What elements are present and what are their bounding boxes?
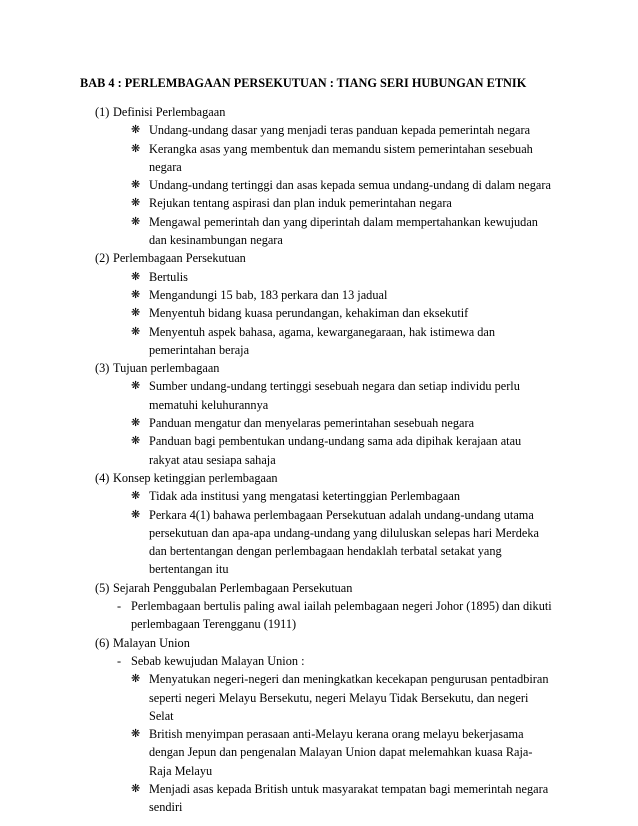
section-title: Sejarah Penggubalan Perlembagaan Persekutuan xyxy=(113,580,353,595)
bullet-item xyxy=(0,487,562,505)
section-title: Tujuan perlembagaan xyxy=(113,361,220,376)
bullet-flower-icon: ❋ xyxy=(131,287,141,301)
text-line: Rejukan tentang aspirasi dan plan induk pemerintahan negara xyxy=(149,196,452,211)
bullet-flower-icon: ❋ xyxy=(131,434,141,448)
bullet-item xyxy=(0,780,562,817)
bullet-item xyxy=(0,323,562,360)
bullet-item xyxy=(0,194,562,212)
bullet-item xyxy=(0,213,562,250)
bullet-flower-icon: ❋ xyxy=(131,178,141,192)
bullet-flower-icon: ❋ xyxy=(131,306,141,320)
section-number: (6) xyxy=(95,635,110,650)
bullet-item xyxy=(0,432,562,469)
text-line: Sumber undang-undang tertinggi sesebuah negara dan setiap individu perlu xyxy=(149,379,520,394)
section-number: (1) xyxy=(95,105,110,119)
text-line: mematuhi keluhurannya xyxy=(149,397,269,412)
text-line: Panduan mengatur dan menyelaras pemerintahan sesebuah negara xyxy=(149,416,475,431)
text-line: perlembagaan Terengganu (1911) xyxy=(131,617,297,632)
bullet-flower-icon: ❋ xyxy=(131,324,141,338)
dash-marker: - xyxy=(117,653,122,668)
text-line: Tidak ada institusi yang mengatasi ketertinggian Perlembagaan xyxy=(149,489,460,504)
bullet-item xyxy=(0,506,562,579)
section-heading xyxy=(0,634,638,652)
document-title: BAB 4 : PERLEMBAGAAN PERSEKUTUAN : TIANG SERI HUBUNGAN ETNIK xyxy=(80,76,527,90)
text-line: dengan Jepun dan pengenalan Malayan Union dapat melemahkan kuasa Raja- xyxy=(149,745,533,760)
text-line: seperti negeri Melayu Bersekutu, negeri Melayu Tidak Bersekutu, dan negeri xyxy=(149,690,529,705)
section-title: Definisi Perlembagaan xyxy=(113,105,226,119)
text-line: Perlembagaan bertulis paling awal iailah pelembagaan negeri Johor (1895) dan dikuti xyxy=(131,599,552,614)
bullet-item xyxy=(0,286,562,304)
bullet-flower-icon: ❋ xyxy=(131,141,141,155)
section-number: (3) xyxy=(95,361,110,376)
bullet-flower-icon: ❋ xyxy=(131,507,141,521)
text-line: Undang-undang dasar yang menjadi teras panduan kepada pemerintah negara xyxy=(149,123,531,138)
text-line: pemerintahan beraja xyxy=(149,342,250,357)
bullet-item xyxy=(0,176,562,194)
bullet-item xyxy=(0,414,562,432)
bullet-flower-icon: ❋ xyxy=(131,214,141,228)
section-heading xyxy=(0,103,638,121)
bullet-item xyxy=(0,377,562,414)
section-heading xyxy=(0,469,638,487)
bullet-flower-icon: ❋ xyxy=(131,269,141,283)
bullet-item xyxy=(0,268,562,286)
bullet-item xyxy=(0,725,562,780)
section-number: (5) xyxy=(95,580,110,595)
text-line: dan bertentangan dengan perlembagaan hendaklah terbatal setakat yang xyxy=(149,544,502,559)
text-line: Menyentuh aspek bahasa, agama, kewarganegaraan, hak istimewa dan xyxy=(149,324,495,339)
bullet-flower-icon: ❋ xyxy=(131,727,141,741)
text-line: Menyentuh bidang kuasa perundangan, kehakiman dan eksekutif xyxy=(149,306,469,321)
bullet-flower-icon: ❋ xyxy=(131,489,141,503)
text-line: Menjadi asas kepada British untuk masyarakat tempatan bagi memerintah negara xyxy=(149,781,549,796)
section-number: (4) xyxy=(95,470,110,485)
text-line: rakyat atau sesiapa sahaja xyxy=(149,452,276,467)
text-line: dan kesinambungan negara xyxy=(149,233,283,248)
section-heading xyxy=(0,579,638,597)
section-title: Malayan Union xyxy=(113,635,190,650)
dash-heading xyxy=(0,652,638,670)
text-line: Sebab kewujudan Malayan Union : xyxy=(131,653,305,668)
section-heading xyxy=(0,359,638,377)
text-line: Panduan bagi pembentukan undang-undang sama ada dipihak kerajaan atau xyxy=(149,434,522,449)
bullet-flower-icon: ❋ xyxy=(131,123,141,137)
text-line: Raja Melayu xyxy=(149,763,213,778)
text-line: persekutuan dan apa-apa undang-undang yang diluluskan selepas hari Merdeka xyxy=(149,525,539,540)
section-title: Perlembagaan Persekutuan xyxy=(113,251,246,266)
text-line: bertentangan itu xyxy=(149,562,229,577)
text-line: Kerangka asas yang membentuk dan memandu sistem pemerintahan sesebuah xyxy=(149,141,533,156)
text-line: Mengawal pemerintah dan yang diperintah dalam mempertahankan kewujudan xyxy=(149,214,538,229)
dash-item xyxy=(0,597,562,634)
bullet-flower-icon: ❋ xyxy=(131,781,141,795)
text-line: Undang-undang tertinggi dan asas kepada semua undang-undang di dalam negara xyxy=(149,178,551,193)
text-line: sendiri xyxy=(149,800,183,815)
bullet-item xyxy=(0,121,562,139)
bullet-item xyxy=(0,140,562,177)
section-title: Konsep ketinggian perlembagaan xyxy=(113,470,278,485)
text-line: Menyatukan negeri-negeri dan meningkatkan kecekapan pengurusan pentadbiran xyxy=(149,672,549,687)
bullet-flower-icon: ❋ xyxy=(131,379,141,393)
text-line: Selat xyxy=(149,708,174,723)
bullet-flower-icon: ❋ xyxy=(131,196,141,210)
section-number: (2) xyxy=(95,251,110,266)
section-heading xyxy=(0,249,638,267)
text-line: negara xyxy=(149,159,182,174)
bullet-item xyxy=(0,304,562,322)
text-line: Bertulis xyxy=(149,269,188,284)
bullet-item xyxy=(0,670,562,725)
bullet-flower-icon: ❋ xyxy=(131,416,141,430)
document-body xyxy=(0,103,638,817)
bullet-flower-icon: ❋ xyxy=(131,672,141,686)
text-line: British menyimpan perasaan anti-Melayu kerana orang melayu bekerjasama xyxy=(149,727,524,742)
text-line: Perkara 4(1) bahawa perlembagaan Persekutuan adalah undang-undang utama xyxy=(149,507,534,522)
text-line: Mengandungi 15 bab, 183 perkara dan 13 jadual xyxy=(149,287,388,302)
dash-marker: - xyxy=(117,599,122,614)
